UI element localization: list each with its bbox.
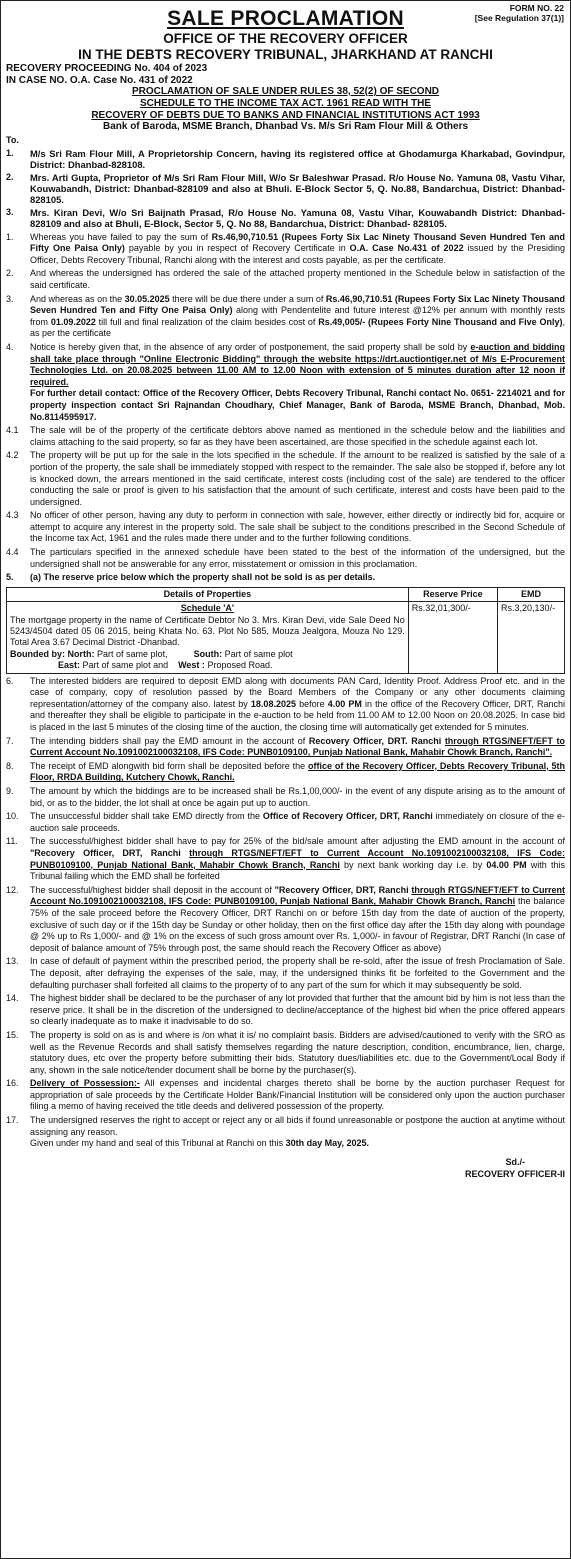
possession-heading: Delivery of Possession:- — [30, 1078, 140, 1089]
clause-number: 17. — [6, 1115, 19, 1126]
clause-4-1 — [6, 425, 565, 448]
clause-text: The amount by which the biddings are to be increased shall be Rs.1,00,000/- in the event of any dispute arising as to the amount of bid, or as to the bidder, the lot shall at once be again put up to auction. — [30, 786, 565, 808]
clause-1 — [6, 232, 565, 267]
office-address: office of the Recovery Officer, Debts Recovery Tribunal, 5th Floor, RRDA Building, Kutchery Chowk, Ranchi. — [30, 760, 565, 783]
clause-text: (a) The reserve price below which the property shall not be sold is as per details. — [30, 572, 376, 583]
clause-4-3 — [6, 510, 565, 545]
clause-9 — [6, 786, 565, 809]
clause-number: 7. — [6, 735, 14, 746]
clause-number: 4.3 — [6, 510, 19, 521]
addressee-text: Mrs. Arti Gupta, Proprietor of M/s Sri Ram Flour Mill, W/o Sr Baleshwar Prasad. R/o House No. Yamuna 08, Vastu Vihar, Kouwabandh, District: Dhanbad-828109 and also at Bhuli. E-Block Sector 5, Q. No.88, Bandarchua, District: Dhanbad- 828105. — [30, 171, 565, 206]
clause-number: 13. — [6, 956, 19, 967]
account-holder: Recovery Officer, DRT. Ranchi — [308, 735, 442, 746]
regulation-ref: [See Regulation 37(1)] — [474, 13, 564, 23]
west-value: Proposed Road. — [207, 660, 273, 671]
clause-text — [30, 294, 565, 340]
clause-text-part: payable by you in respect of Recovery Certificate in — [124, 243, 350, 254]
addressee — [6, 172, 565, 206]
interest-start-date: 01.09.2022 — [50, 316, 96, 327]
schedule-table — [6, 587, 565, 674]
south-value: Part of same plot — [224, 648, 293, 659]
clause-text: The highest bidder shall be declared to be the purchaser of any lot provided that further that the amount bid by him is not less than the reserve price. It shall be in the discretion of the undersigned to decline/acceptance of the highest bid when the price offered appears so clearly inadequate as to make it inadvisable to do so. — [30, 993, 565, 1027]
form-number-block — [475, 3, 564, 23]
clause-text — [30, 836, 565, 882]
clause-text: The particulars specified in the annexed schedule have been stated to the best of the information of the undersigned, but the undersigned shall not be answerable for any error, misstatement or omission in this proclamation. — [30, 547, 565, 569]
clause-17 — [6, 1115, 565, 1150]
boundary-line-2 — [10, 660, 405, 671]
clause-text: The sale will be of the property of the certificate debtors above named as mentioned in the schedule below and the liabilities and claims attaching to the said property, so far as they have been ascertained, are those specified in the schedule against each lot. — [30, 425, 565, 447]
clause-text — [30, 736, 565, 759]
clause-11 — [6, 836, 565, 882]
clause-text — [30, 811, 565, 834]
given-date: 30th day May, 2025. — [285, 1138, 370, 1149]
clause-text — [30, 342, 565, 423]
clause-number: 16. — [6, 1078, 19, 1089]
clause-text — [30, 885, 565, 955]
east-label: East: — [58, 660, 81, 671]
clause-text: And whereas the undersigned has ordered the sale of the attached property mentioned in the Schedule below in satisfaction of the said certificate. — [30, 268, 565, 290]
clause-text — [30, 761, 565, 784]
proclamation-heading-3: RECOVERY OF DEBTS DUE TO BANKS AND FINANCIAL INSTITUTIONS ACT 1993 — [91, 109, 480, 121]
clause-10 — [6, 811, 565, 834]
office-name: Office of Recovery Officer, DRT, Ranchi — [262, 811, 433, 822]
signature-designation: RECOVERY OFFICER-II — [464, 1168, 565, 1179]
clause-text-part: with this Tribunal failing which the EMD shall be forfeited — [30, 859, 566, 882]
clause-text: No officer of other person, having any duty to perform in connection with sale, however, either directly or indirectly bid for, acquire or attempt to acquire any interest in the property sold. The sale shall be subject to the conditions prescribed in the Second Schedule of the Income tax Act, 1961 and the rules made there under and to the further following conditions. — [30, 510, 565, 544]
east-value: Part of same plot and — [82, 660, 169, 671]
header-emd: EMD — [498, 587, 565, 601]
bank-account-details: through RTGS/NEFT/EFT to Current Account No.1091002100032108, IFS Code: PUNB0109100, Punjab National Bank, Mahabir Chowk Branch, Ranchi — [30, 884, 565, 907]
bank-account-details: through RTGS/NEFT/EFT to Current Account No.1091002100032108, IFS Code: PUNB0109100, Punjab National Bank, Mahabir Chowk Branch, Ranchi". — [30, 735, 565, 758]
south-label: South: — [193, 648, 223, 659]
table-header-row — [7, 587, 565, 601]
clause-text-part: till full and final realization of the claim besides cost of — [95, 316, 319, 327]
payment-time: 04.00 PM — [486, 859, 527, 870]
clause-14 — [6, 993, 565, 1028]
signature-block — [6, 1156, 565, 1180]
clause-16 — [6, 1078, 565, 1113]
clause-number: 8. — [6, 760, 14, 771]
proclamation-heading-1: PROCLAMATION OF SALE UNDER RULES 38, 52(2) OF SECOND — [131, 86, 440, 97]
case-parties: Bank of Baroda, MSME Branch, Dhanbad Vs. M/s Sri Ram Flour Mill & Others — [102, 121, 469, 133]
due-date: 30.05.2025 — [124, 293, 170, 304]
reserve-price-value: Rs.32,01,300/- — [408, 602, 497, 673]
bounded-by-label: Bounded by: — [10, 648, 65, 659]
clause-12 — [6, 885, 565, 955]
clause-6 — [6, 676, 565, 734]
north-value: Part of same plot, — [97, 648, 168, 659]
header-reserve-price: Reserve Price — [408, 587, 497, 601]
clause-number: 4.2 — [6, 450, 19, 461]
clause-text-part: in the office of the Recovery Officer, DRT, Ranchi and thereafter they shall be eligible to participate in the e-auction to be held from 11.00 AM to 12.00 Noon on 20.08.2025. In case bid is placed in the last 5 minutes of the closing time of the auction, the closing time will automatically get extended for 5 minutes. — [30, 698, 565, 733]
office-line-1: OFFICE OF THE RECOVERY OFFICER — [163, 31, 408, 46]
e-auction-details: e-auction and bidding shall take place through "Online Electronic Bidding" through the website https://drt.auctiontiger.net of M/s E-Procurement Technologies Ltd. on 20.08.2025 between 11.00 AM to 12.00 Noon with extension of 5 minutes duration after 12 noon if required. — [30, 341, 565, 387]
cost-amount: Rs.49,005/- (Rupees Forty Nine Thousand and Five Only) — [318, 316, 563, 327]
clause-text: The property is sold on as is and where is /on what it is/ no complaint basis. Bidders are advised/cautioned to verify with the SRO as well as the Revenue Records and shall satisfy themselves regarding the nature description, condition, encumbrance, lien, charge, statutory dues, etc over the property before submitting their bids. Statutory dues/liabilities etc. due to the Government/Local Body if any, shown in the sale notice/tender document shall be borne by the purchaser(s). — [30, 1029, 565, 1075]
clause-number: 1. — [6, 231, 14, 242]
clause-number: 4.4 — [6, 547, 19, 558]
clause-text-part: The successful/highest bidder shall deposit in the account of — [30, 884, 275, 895]
property-description: The mortgage property in the name of Certificate Debtor No 3. Mrs. Kiran Devi, vide Sale Deed No 5243/4504 dated 05 06 2015, being Khata No. 63. Plot No 585, Mouza Jealgora, Mouza No 129. Total Area 3.67 Decimal District -Dhanbad. — [10, 614, 405, 648]
clause-text-part: The undersigned reserves the right to accept or reject any or all bids if found unreasonable or postpone the auction at anytime without assigning any reason. — [30, 1115, 565, 1137]
west-label: West : — [178, 660, 205, 671]
clause-text-part: before — [295, 698, 328, 709]
clause-text-part: And whereas as on the — [30, 293, 125, 304]
clause-number: 4. — [6, 341, 14, 352]
clause-text-part: issued by the Presiding Officer, Debts Recovery Tribunal, Ranchi along with the interest and costs payable, as per the certificate. — [30, 243, 565, 265]
clause-number: 15. — [6, 1029, 19, 1040]
clause-13 — [6, 956, 565, 991]
clause-2 — [6, 268, 565, 291]
clause-number: 9. — [6, 786, 14, 797]
clause-text-part: The successful/highest bidder shall have to pay for 25% of the bid/sale amount after adjusting the EMD amount in the account of — [30, 836, 565, 847]
clause-7 — [6, 736, 565, 759]
due-amount: Rs.46,90,710.51 (Rupees Forty Six Lac Ninety Thousand Seven Hundred Ten and Fifty One Paisa Only) — [30, 293, 566, 316]
clause-text-part: the balance 75% of the sale proceed before the Recovery Officer, DRT Ranchi on or before 15th day from the date of auction of the property, exclusive of such day or if the 15th day be Sunday or other holiday, then on the first office day after the 15th day along with poundage @ 2% up to Rs 1,000/- and @ 1% on the excess of such gross amount over Rs. 1,000/- in favour of Registrar, DRT Ranchi (In case of deposit of balance amount of 75% through post, the same should reach the Recovery Officer as above) — [30, 896, 565, 953]
clause-number: 6. — [6, 675, 14, 686]
schedule-title: Schedule 'A' — [180, 603, 235, 614]
clause-number: 5. — [6, 572, 14, 583]
given-under-text: Given under my hand and seal of this Tribunal at Ranchi on this — [30, 1138, 286, 1149]
contact-details: For further detail contact: Office of the Recovery Officer, Debts Recovery Tribunal, Ranchi contact No. 0651- 2214021 and for property inspection contact Sri Rajnandan Choudhary, Chief Manager, Bank of Baroda, MSME Branch, Dhanbad, Mob. No.8114595917. — [30, 388, 565, 422]
clause-text-part: The interested bidders are required to deposit EMD along with documents PAN Card, Identity Proof. Address Proof etc. and in the case of company, copy of resolution passed by the Board Members of the Company or any other documents claiming representation/attorney of the company also. latest by — [30, 675, 565, 709]
clause-3 — [6, 294, 565, 340]
clause-4 — [6, 342, 565, 423]
north-label: North: — [67, 648, 95, 659]
addressee — [6, 148, 565, 171]
emd-deadline-date: 18.08.2025 — [250, 698, 296, 709]
emd-value: Rs.3,20,130/- — [498, 602, 565, 673]
clause-text: In case of default of payment within the prescribed period, the property shall be re-sold, after the issue of fresh Proclamation of Sale. The deposit, after defraying the expenses of the sale, may, if the undersigned thinks fit be forfeited to the Government and the defaulting purchaser shall forfeited all claims to the property of to any part of the sum for which it may subsequently be sold. — [30, 956, 565, 990]
clause-number: 12. — [6, 884, 19, 895]
recovery-proceeding: RECOVERY PROCEEDING No. 404 of 2023 — [6, 63, 208, 74]
due-amount: Rs.46,90,710.51 (Rupees Forty Six Lac Ninety Thousand Seven Hundred Ten and Fifty One Paisa Only) — [30, 231, 565, 254]
oa-case-ref: O.A. Case No.431 of 2022 — [349, 243, 464, 254]
signature-sd: Sd./- — [505, 1156, 525, 1167]
clause-15 — [6, 1030, 565, 1076]
clause-text-part: along with Pendentelite and future interest @12% per annum with monthly rests from — [30, 305, 565, 327]
addressee-number: 1. — [6, 147, 14, 158]
case-number: IN CASE NO. O.A. Case No. 431 of 2022 — [6, 74, 193, 86]
boundary-line-1 — [10, 649, 405, 660]
addressee-number: 2. — [6, 171, 14, 182]
clause-number: 11. — [6, 836, 18, 847]
clause-5 — [6, 572, 565, 584]
addressee-text: M/s Sri Ram Flour Mill, A Proprietorship Concern, having its registered office at Ghodamurga Kharkabad, Govindpur, District: Dhanbad-828108. — [30, 147, 565, 171]
clause-text-part: The unsuccessful bidder shall take EMD directly from the — [30, 811, 263, 822]
clause-text-part: there will be due there under a sum of — [169, 293, 326, 304]
form-number: FORM NO. 22 — [509, 3, 564, 13]
clause-number: 14. — [6, 993, 19, 1004]
clause-number: 2. — [6, 268, 14, 279]
proclamation-heading-2: SCHEDULE TO THE INCOME TAX ACT. 1961 READ WITH THE — [140, 97, 431, 109]
clause-text: The property will be put up for the sale in the lots specified in the schedule. If the amount to be realized is satisfied by the sale of a portion of the property, the sale shall be immediately stopped with respect to the remainder. The sale also be stopped if, before any lot is knocked down, the arrears mentioned in the said certificate, interest costs (including cost of the sale) are tendered to the officer conducting the sale or proof is given to his satisfaction that the amount of such certificate, interest and costs have been paid to the undersigned. — [30, 450, 565, 507]
clause-text-part: , as per the certificate — [30, 316, 565, 339]
account-holder: "Recovery Officer, DRT, Ranchi — [274, 884, 412, 895]
clause-number: 10. — [6, 811, 19, 822]
clause-text — [30, 1115, 565, 1150]
clause-text-part: immediately on closure of the e-auction sale proceeds. — [30, 811, 565, 833]
clause-text-part: Notice is hereby given that, in the absence of any order of postponement, the said property shall be sold by — [30, 341, 471, 352]
clause-text-part: The intending bidders shall pay the EMD amount in the account of — [30, 735, 309, 746]
account-holder: "Recovery Officer, DRT, Ranchi — [30, 848, 190, 858]
clause-text-part: The receipt of EMD alongwith bid form shall be deposited before the — [30, 760, 309, 771]
clause-4-2 — [6, 450, 565, 508]
clause-text — [30, 232, 565, 267]
addressee — [6, 207, 565, 230]
clause-number: 4.1 — [6, 425, 19, 436]
clause-8 — [6, 761, 565, 784]
clause-text-part: by next bank working day i.e. by — [339, 859, 487, 870]
property-details-cell — [7, 602, 409, 673]
office-line-2: IN THE DEBTS RECOVERY TRIBUNAL, JHARKHAND AT RANCHI — [78, 47, 493, 62]
addressee-number: 3. — [6, 206, 14, 217]
clause-text — [30, 1078, 565, 1113]
addressee-text: Mrs. Kiran Devi, W/o Sri Baijnath Prasad, R/o House No. Yamuna 08, Vastu Vihar, Kouwabandh District: Dhanbad- 828109 and also at Bhuli, E-Block, Sector 5, Q. No 88, Bandarchua, District: Dhanbad- 828105. — [30, 206, 565, 230]
clause-text-part: All expenses and incidental charges thereto shall be borne by the auction purchaser Request for appropriation of sale proceeds by the Certificate Holder Bank/Financial Institution will be considered only upon the auction purchaser filing a memo of having received the title deeds and delivered possession of the property. — [30, 1078, 565, 1112]
emd-deadline-time: 4.00 PM — [327, 698, 362, 709]
clause-text-part: Whereas you have failed to pay the sum of — [30, 231, 212, 242]
table-row — [7, 602, 565, 673]
header-details: Details of Properties — [7, 587, 409, 601]
clause-4-4 — [6, 547, 565, 570]
clause-text — [30, 676, 565, 734]
clause-number: 3. — [6, 293, 14, 304]
page-title: SALE PROCLAMATION — [167, 7, 404, 30]
bank-account-details: through RTGS/NEFT/EFT to Current Account No.1091002100032108, IFS Code: PUNB0109100, Punjab National Bank, Mahabir Chowk Branch, Ranchi — [30, 848, 565, 870]
to-label: To. — [6, 135, 19, 146]
